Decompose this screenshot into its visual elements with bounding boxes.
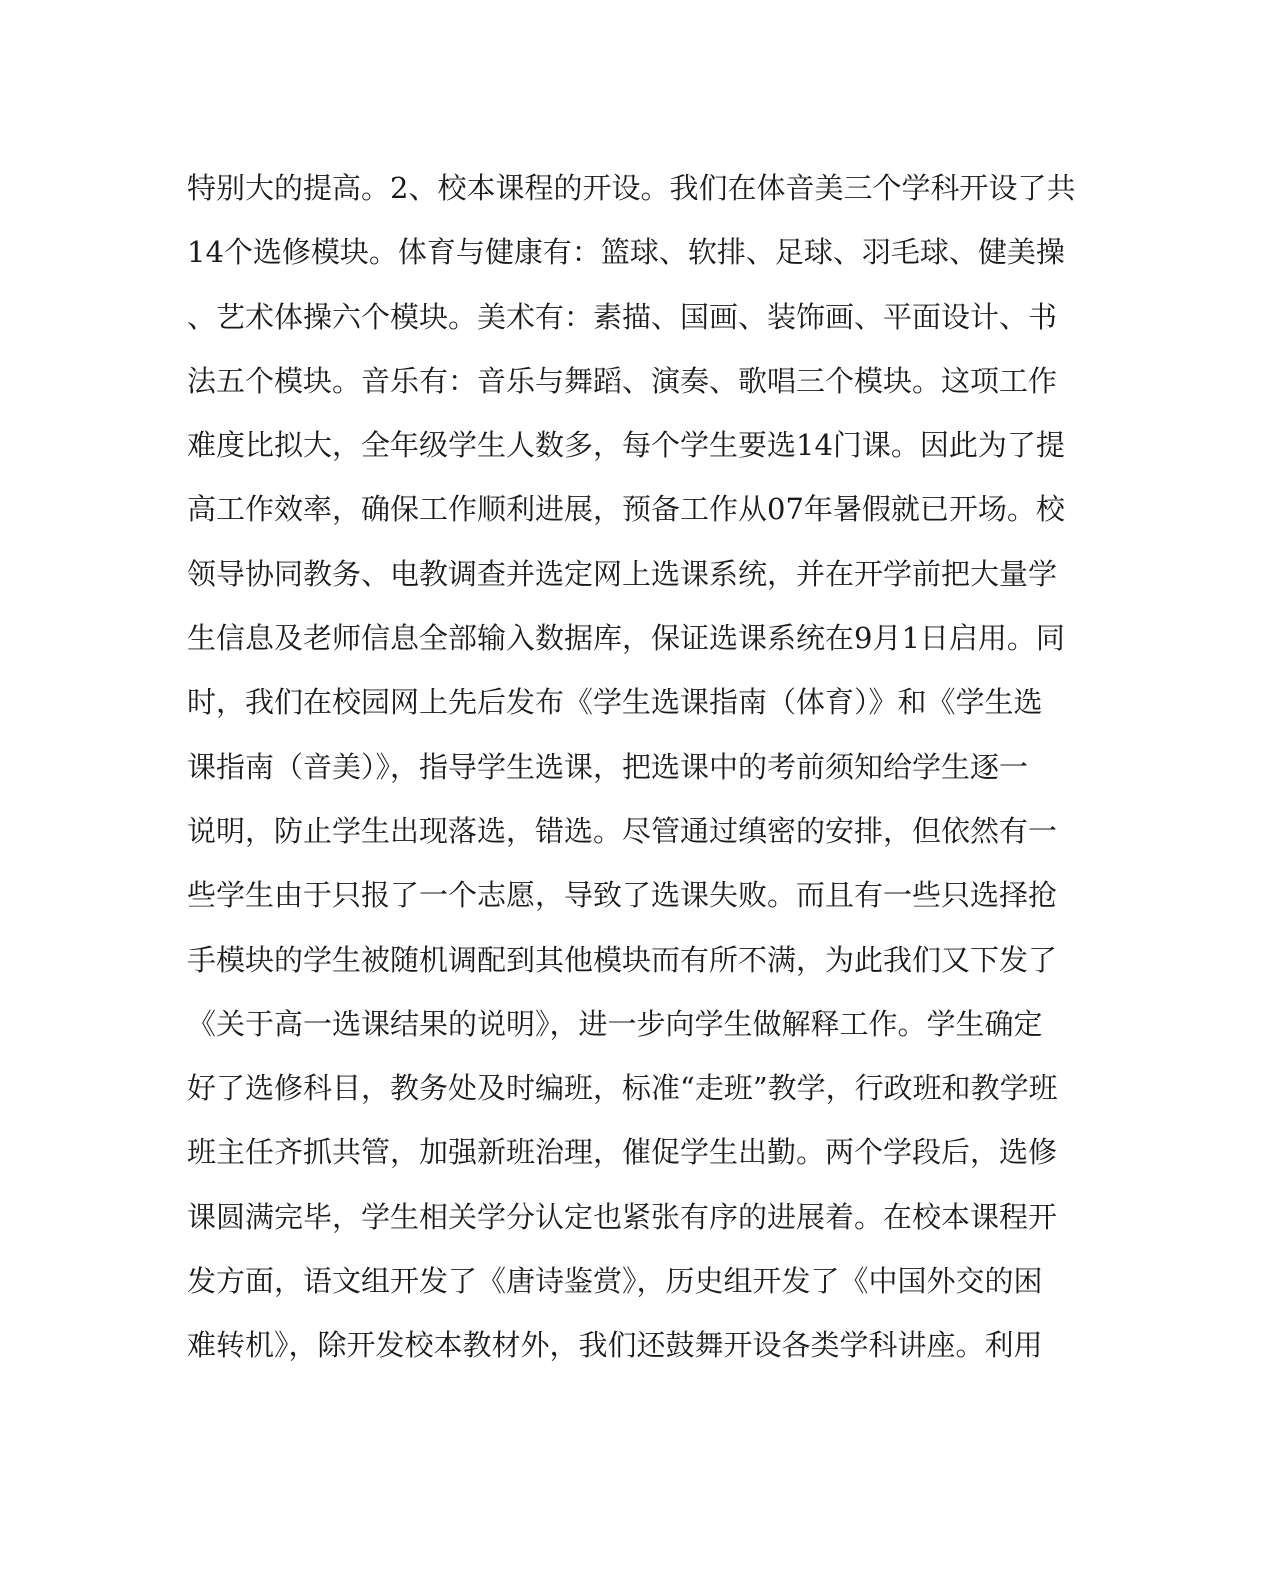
text-line: 课圆满完毕，学生相关学分认定也紧张有序的进展着。在校本课程开	[187, 1199, 1058, 1234]
text-line: 手模块的学生被随机调配到其他模块而有所不满，为此我们又下发了	[187, 942, 1058, 977]
text-line: 课指南（音美）》，指导学生选课，把选课中的考前须知给学生逐一	[187, 749, 1029, 784]
text-line: 说明，防止学生出现落选，错选。尽管通过缜密的安排，但依然有一	[187, 813, 1058, 848]
text-line: 好了选修科目，教务处及时编班，标准“走班”教学，行政班和教学班	[187, 1071, 1058, 1106]
text-line: 高工作效率，确保工作顺利进展，预备工作从07年暑假就已开场。校	[187, 492, 1065, 527]
text-line: 发方面，语文组开发了《唐诗鉴赏》，历史组开发了《中国外交的困	[187, 1264, 1043, 1299]
text-line: 14个选修模块。体育与健康有：篮球、软排、足球、羽毛球、健美操	[187, 235, 1065, 270]
text-line: 难转机》，除开发校本教材外，我们还鼓舞开设各类学科讲座。利用	[187, 1328, 1043, 1363]
text-line: 法五个模块。音乐有：音乐与舞蹈、演奏、歌唱三个模块。这项工作	[187, 363, 1058, 398]
text-line: 领导协同教务、电教调查并选定网上选课系统，并在开学前把大量学	[187, 556, 1058, 591]
text-line: 《关于高一选课结果的说明》，进一步向学生做解释工作。学生确定	[187, 1006, 1043, 1041]
text-line: 难度比拟大，全年级学生人数多，每个学生要选14门课。因此为了提	[187, 428, 1065, 463]
text-line: 、艺术体操六个模块。美术有：素描、国画、装饰画、平面设计、书	[187, 299, 1058, 334]
text-line: 特别大的提高。2、校本课程的开设。我们在体音美三个学科开设了共	[187, 171, 1076, 205]
text-line: 些学生由于只报了一个志愿，导致了选课失败。而且有一些只选择抢	[187, 878, 1058, 913]
text-line: 时，我们在校园网上先后发布《学生选课指南（体育）》和《学生选	[187, 685, 1043, 720]
text-line: 生信息及老师信息全部输入数据库，保证选课系统在9月1日启用。同	[187, 621, 1065, 656]
text-line: 班主任齐抓共管，加强新班治理，催促学生出勤。两个学段后，选修	[187, 1135, 1058, 1170]
body-paragraph	[187, 164, 1076, 1386]
